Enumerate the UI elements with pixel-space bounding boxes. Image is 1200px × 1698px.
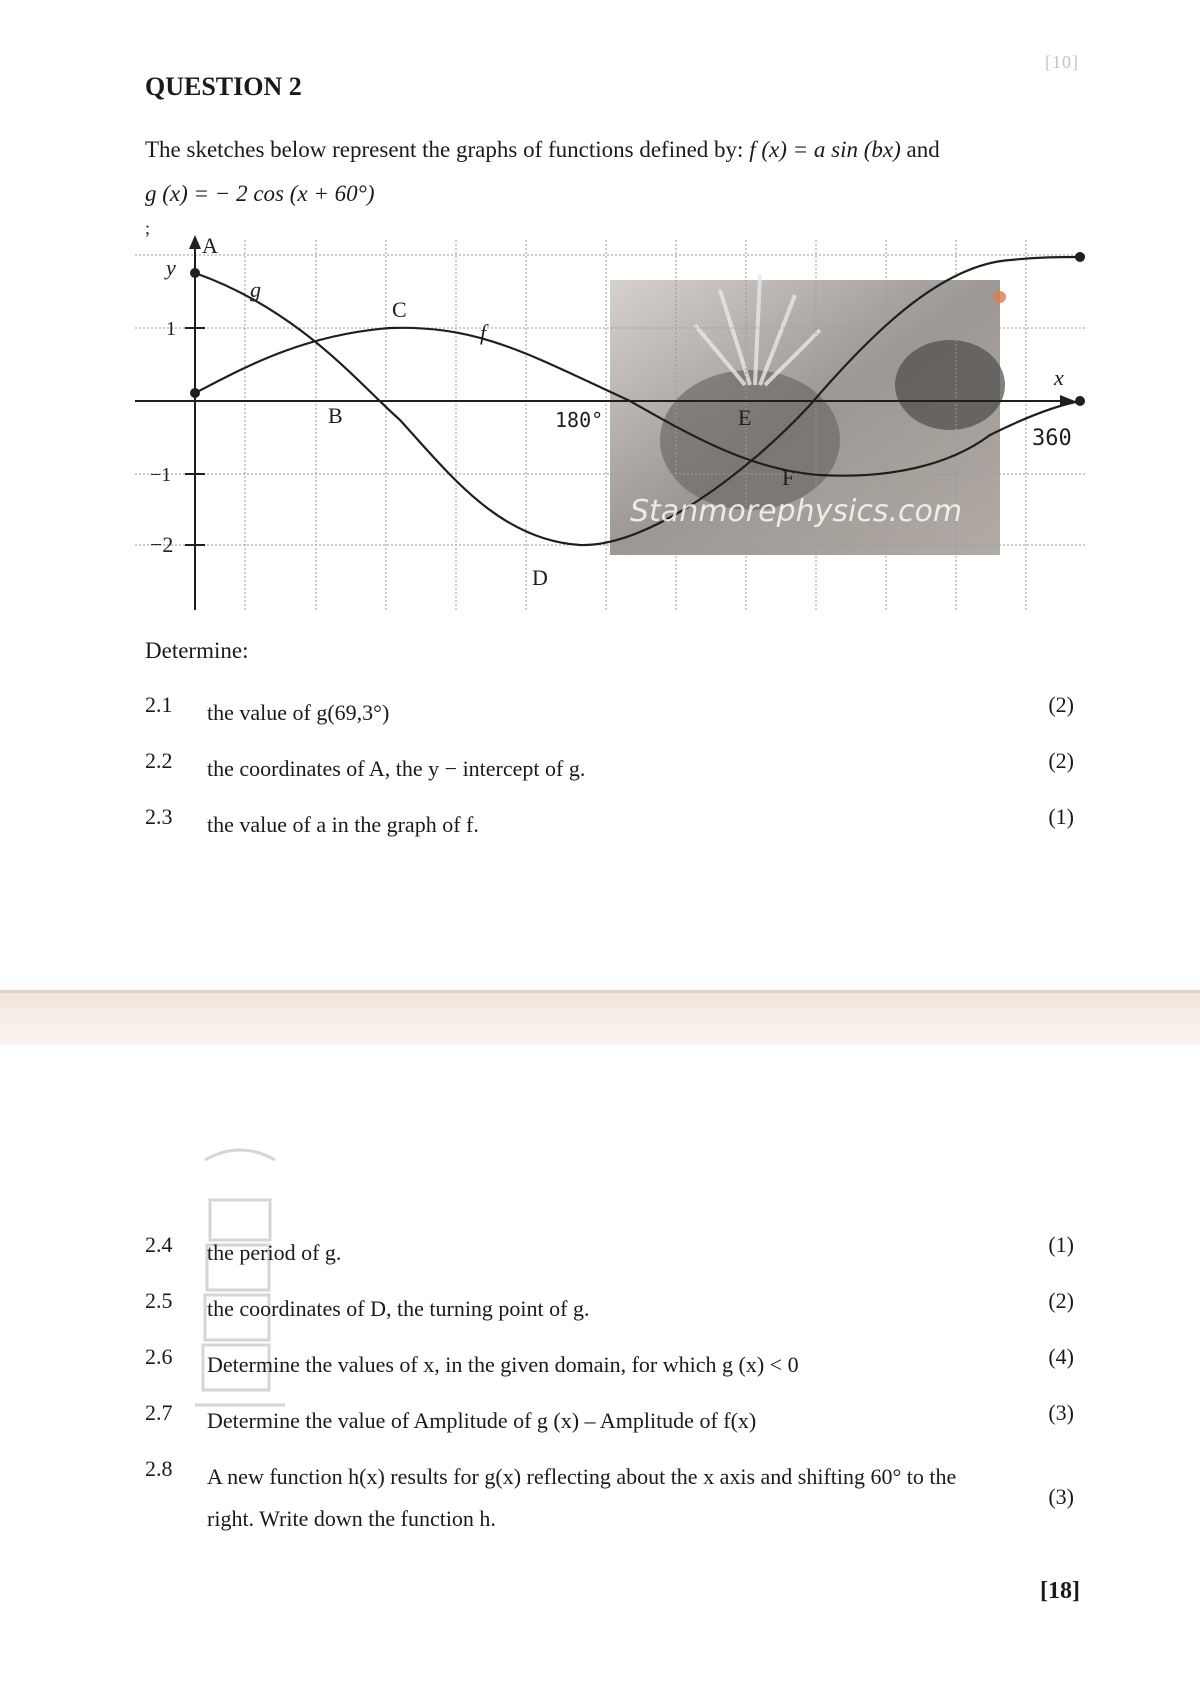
question-text: the value of a in the graph of f. (207, 812, 479, 837)
page-divider (0, 990, 1200, 1045)
question-number: 2.2 (145, 748, 173, 773)
question-marks: (3) (1048, 1484, 1074, 1509)
question-number: 2.5 (145, 1288, 173, 1313)
label-y1: 1 (166, 318, 176, 340)
label-A: A (202, 235, 218, 258)
question-text: Determine the value of Amplitude of g (x) – Amplitude of f(x) (207, 1408, 757, 1433)
question-text: A new function h(x) results for g(x) reflecting about the x axis and shifting 60° to the right. Write down the function h. (207, 1464, 957, 1531)
g-definition: g (x) = − 2 cos (x + 60°) (145, 181, 375, 206)
question-number: 2.8 (145, 1456, 173, 1481)
determine-label: Determine: (145, 638, 249, 663)
label-360: 360 (1032, 426, 1072, 451)
question-title: QUESTION 2 (145, 72, 302, 101)
label-g: g (250, 277, 261, 302)
semicolon: ; (145, 218, 151, 238)
total-marks: [18] (1040, 1578, 1080, 1604)
question-text: Determine the values of x, in the given domain, for which g (x) < 0 (207, 1352, 799, 1377)
label-E: E (738, 405, 752, 430)
point-origin (190, 388, 200, 398)
question-marks: (2) (1048, 692, 1074, 717)
question-marks: (2) (1048, 1288, 1074, 1313)
y-axis-arrow (189, 235, 201, 249)
label-yneg1: −1 (150, 464, 172, 486)
question-number: 2.1 (145, 692, 173, 717)
label-180: 180° (555, 408, 604, 432)
question-text: the coordinates of A, the y − intercept of g. (207, 756, 586, 781)
intro-and: and (906, 137, 940, 162)
label-B: B (328, 403, 343, 428)
question-number: 2.7 (145, 1400, 173, 1425)
corner-mark: [10] (1045, 52, 1079, 72)
tower-watermark-icon (185, 1140, 295, 1430)
point-end-g (1075, 252, 1085, 262)
question-number: 2.6 (145, 1344, 173, 1369)
question-text: the coordinates of D, the turning point of g. (207, 1296, 590, 1321)
orange-dot (994, 291, 1006, 303)
label-yneg2: −2 (150, 532, 174, 557)
question-marks: (3) (1048, 1400, 1074, 1425)
point-end-f (1075, 396, 1085, 406)
label-x: x (1054, 365, 1064, 390)
intro-text: The sketches below represent the graphs of functions defined by: (145, 137, 744, 162)
question-marks: (1) (1048, 804, 1074, 829)
question-text: the value of g(69,3°) (207, 700, 390, 725)
question-marks: (4) (1048, 1344, 1074, 1369)
question-number: 2.3 (145, 804, 173, 829)
label-y: y (166, 255, 176, 280)
label-D: D (532, 565, 548, 590)
label-F: F (782, 465, 795, 490)
photo-pot-right (895, 340, 1005, 430)
intro-paragraph (145, 128, 1045, 216)
question-marks: (2) (1048, 748, 1074, 773)
trig-graph (130, 235, 1090, 615)
label-f: f (480, 320, 487, 345)
f-definition: f (x) = a sin (bx) (749, 137, 901, 162)
label-C: C (392, 297, 407, 322)
question-text: the period of g. (207, 1240, 342, 1265)
photo-pot (660, 370, 840, 510)
question-marks: (1) (1048, 1232, 1074, 1257)
point-A (190, 268, 200, 278)
watermark: Stanmorephysics.com (630, 494, 963, 529)
question-number: 2.4 (145, 1232, 173, 1257)
